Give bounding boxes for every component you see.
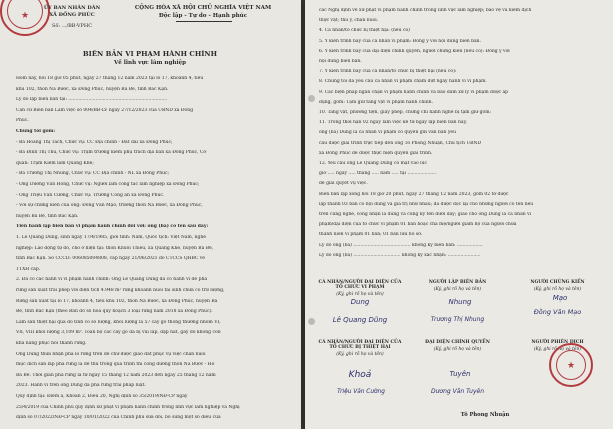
- body-line: dụng, gồm: Tạm giữ tang vật vi phạm hành chính.: [319, 99, 433, 105]
- handwritten-name: Đồng Văn Mạo: [533, 308, 582, 316]
- body-line: trên cùng nghe, công nhận là đúng và cùng ký tên dưới đây; giao cho ông Dũng là cá nhân vi: [319, 212, 532, 217]
- signature-title-witness: NGƯỜI CHỨNG KIẾN: [530, 280, 585, 285]
- signature-note: (Ký, ghi rõ họ và tên): [336, 352, 384, 357]
- body-line: xã Đồng Phúc để được thực hiện quyền giải trình.: [319, 150, 433, 156]
- document-subtitle: Về lĩnh vực lâm nghiệp: [113, 60, 187, 66]
- signature-title-injured: CÁ NHÂN/NGƯỜI ĐẠI DIỆN CỦA TỔ CHỨC BỊ THIỆT HẠI: [318, 340, 402, 350]
- body-line: Chúng tôi gồm:: [16, 129, 56, 134]
- handwritten-name: Lê Quang Dũng: [332, 316, 388, 324]
- body-line: - Bà Trương Thị Nhung, Chức vụ: CC Địa chính - NL xã Đồng Phúc;: [16, 171, 170, 177]
- body-line: các Nghị định về xử phạt vi phạm hành chính trong lĩnh vực lâm nghiệp; bảo vệ và kiểm dịch: [319, 8, 532, 13]
- body-line: phạm/đại diện của tổ chức vi phạm 01 bản hoặc cha mẹ/người giám hộ của người chưa: [319, 222, 517, 228]
- body-line: huyện Ba Bể, tỉnh Bắc Kạn.: [16, 213, 79, 219]
- signature-note: (Ký, ghi rõ họ và tên): [336, 292, 384, 297]
- signature-mark: Nhung: [448, 298, 472, 306]
- body-line: Quy định tại: Điểm a, Khoản 2, Điều 20, Nghị định số 35/2019/NĐ-CP ngày: [16, 394, 188, 399]
- signer-name: Tô Phong Nhuận: [460, 412, 510, 418]
- signature-note: (Ký, ghi rõ họ và tên): [533, 347, 582, 352]
- body-line: quan: Trạm Kiểm lâm Quảng Khê;: [16, 160, 94, 166]
- body-line: Lý do ông (bà) ................................. không ký xác nhận: .......................: [319, 252, 481, 258]
- signature-title-recorder: NGƯỜI LẬP BIÊN BẢN: [428, 280, 487, 285]
- body-line: 6. Ý kiến trình bày của đại diện chính quyền, người chứng kiến (nếu có): Đồng ý với: [319, 48, 510, 54]
- body-line: Rừng sản xuất tại lô 17, khoảnh 4, tiểu khu 102, thôn Nà Bước, xã Đồng Phúc, huyện Ba: [16, 298, 218, 304]
- body-line: - Ông Dương Văn Hồng, Chức vụ: Người làm công tác lâm nghiệp xã Đồng Phúc;: [16, 182, 200, 187]
- body-line: rừng sản xuất trái phép với diện tích 4.948 m² rừng khoanh nuôi tái sinh chưa có trữ lượng,: [16, 288, 225, 293]
- body-line: 2023. Hành vi trên ông Dũng đã phá rừng trái pháp luật.: [16, 383, 146, 389]
- national-title: CỘNG HÒA XÃ HỘI CHỦ NGHĨA VIỆT NAM: [134, 5, 272, 11]
- official-stamp: ★: [0, 0, 50, 36]
- body-line: 25/4/2019 của Chính phủ quy định xử phạt vi phạm hành chính trong lĩnh vực lâm nghiệp và Nghị: [16, 404, 240, 410]
- binding-hole: [308, 318, 315, 325]
- body-line: Phúc.: [16, 118, 29, 124]
- body-line: 4. Cá nhân/tổ chức bị thiệt hại: (nếu có): [319, 28, 410, 34]
- signature-title-authority: ĐẠI DIỆN CHÍNH QUYỀN: [425, 340, 490, 345]
- body-line: 1. Lê Quang Dũng, sinh ngày 17/4/1985, giới tính: Nam, Quốc tịch: Việt Nam, nghề: [16, 235, 207, 240]
- body-line: 12. Yêu cầu ông Lê Quang Dũng có mặt vào lúc: [319, 161, 428, 166]
- body-line: khu 102, thôn Nà Bước, xã Đồng Phúc, huyện Ba Bể, tỉnh Bắc Kạn.: [16, 86, 169, 92]
- body-line: 2. Đã có các hành vi vi phạm hành chính: Ông Lê Quang Dũng đã có hành vi để phá: [16, 277, 208, 283]
- signature-note: (Ký, ghi rõ họ và tên): [533, 287, 582, 292]
- official-stamp: ★: [549, 343, 593, 387]
- document-title: BIÊN BẢN VI PHẠM HÀNH CHÍNH: [82, 50, 218, 58]
- binding-hole: [308, 95, 315, 102]
- body-line: Hôm nay, hồi 18 giờ 05 phút, ngày 27 tháng 12 năm 2023 tại lô 17, khoảnh 4, tiểu: [16, 76, 204, 81]
- handwritten-name: Dương Văn Tuyên: [430, 388, 484, 395]
- body-line: mục đích sản lấp phá rừng là để thủ trong quá trình thi công đường thôn Nà Bước - Hồ: [16, 362, 215, 368]
- signature-mark: Dung: [350, 298, 370, 306]
- issuing-unit: XÃ ĐỒNG PHÚC: [49, 12, 95, 18]
- signature-title-interpreter: NGƯỜI PHIÊN DỊCH: [531, 340, 584, 345]
- body-line: thực vật; thú y, chăn nuôi.: [319, 18, 379, 24]
- signature-mark: Mạo: [552, 294, 568, 302]
- body-line: thành niên vi phạm 01 bản; 01 bản lưu hồ sơ.: [319, 232, 423, 238]
- body-line: Ông Dũng thừa nhận phá lô rừng trên để chứ được giao đất phục vụ việc chăn nuôi: [16, 351, 206, 357]
- body-line: ông (bà) Dũng là cá nhân vi phạm có quyền gửi văn bản yêu: [319, 130, 456, 136]
- body-line: 5. Ý kiến trình bày của cá nhân vi phạm: Đồng ý với nội dung biên bản.: [319, 38, 481, 44]
- body-line: 8. Chúng tôi đã yêu cầu cá nhân vi phạm chấm dứt ngay hành vi vi phạm.: [319, 79, 487, 85]
- handwritten-name: Trương Thị Nhung: [430, 316, 485, 323]
- body-line: nghiệp: Lao động tự do, chỗ ở hiện tại: thôn Khuổi Thiêu, xã Quảng Khê, huyện Ba Bể,: [16, 245, 214, 251]
- signature-mark: Khoả: [348, 370, 372, 380]
- signature-title-violator: CÁ NHÂN/NGƯỜI ĐẠI DIỆN CỦA TỔ CHỨC VI PHẠM: [318, 280, 402, 290]
- body-line: 10. Tang vật, phương tiện, giấy phép, chứng chỉ hành nghề bị tạm giữ gồm:: [319, 110, 492, 115]
- body-line: 7. Ý kiến trình bày của cá nhân/tổ chức bị thiệt hại (nếu có):: [319, 69, 457, 75]
- signature-note: (Ký, ghi rõ họ và tên): [433, 347, 482, 352]
- body-line: Lý do ông (bà) ........................................ không ký biên bản: ..................: [319, 242, 483, 248]
- document-number: Số: .../BB-VPHC: [51, 23, 93, 29]
- body-line: khả năng phục hồi thành rừng.: [16, 341, 87, 346]
- body-line: 9. Các biện pháp ngăn chặn vi phạm hành chính và bảo đảm xử lý vi phạm được áp: [319, 89, 509, 95]
- body-line: tỉnh Bắc Kạn. Số CCCD: 006085004808, cấp ngày 21/06/2021 do CTCCS QHBC về: [16, 256, 206, 262]
- body-line: để giải quyết vụ việc.: [319, 181, 368, 187]
- body-line: Căn cứ Biên bản Làm việc số 004/BB-LV ngày 27/12/2023 của UBND xã Đồng: [16, 107, 194, 113]
- body-line: Bể, tỉnh Bắc Kạn (theo Bản đồ số hoá quy hoạch 3 loại rừng năm 2018 xã Đồng Phúc).: [16, 309, 213, 315]
- body-line: lập thành 03 bản có nội dung và giá trị như nhau; đã được đọc lại cho những người có tên nêu: [319, 201, 534, 207]
- body-line: Biên bản lập xong hồi 18 giờ 20 phút, ngày 27 tháng 12 năm 2023, gồm 02 tờ được: [319, 191, 509, 197]
- body-line: 11. Trong thời hạn 02 ngày làm việc kể từ ngày lập biên bản này,: [319, 120, 467, 126]
- body-line: Ba Bể. Thời gian phá rừng là từ ngày 15 tháng 12 năm 2023 đến ngày 25 tháng 12 năm: [16, 372, 216, 378]
- document-page-2: [305, 0, 613, 429]
- body-line: cầu được giải trình trực tiếp đến ông Tô Phong Nhuận, Chủ tịch UBND: [319, 140, 481, 146]
- national-motto: Độc lập - Tự do - Hạnh phúc: [158, 13, 248, 19]
- body-line: - Bà Đinh Thị Thu, Chức vụ: Trạm trưởng kiểm phụ trách địa bàn xã Đồng Phúc, Cơ: [16, 150, 207, 156]
- body-line: Lý do lập biên bản tại: .....................................................................: [16, 97, 168, 103]
- motto-underline: [176, 21, 232, 22]
- body-line: giờ ..... ngày ..... tháng ..... năm ..... tại ....................: [319, 171, 437, 177]
- body-line: định số 07/2022/NĐ-CP ngày 10/01/2022 của Chính phủ sửa đổi, bổ sung một số điều của: [16, 415, 221, 421]
- handwritten-name: Triệu Văn Cường: [337, 389, 385, 395]
- issuing-authority: ỦY BAN NHÂN DÂN: [43, 5, 101, 11]
- body-line: Lâm sản thiệt hại qua đo tính có số lượng, khối lượng là 57 cây gỗ thông thường nhóm VI,: [16, 319, 221, 325]
- body-line: TTXH cấp.: [16, 266, 41, 272]
- signature-note: (Ký, ghi rõ họ và tên): [433, 287, 482, 292]
- body-line: VII, VIII khối lượng 3,109 m³. Toàn bộ các cây gỗ đã bị vùi lấp, dập nát, gãy đổ không còn: [16, 330, 221, 336]
- body-line: nội dung biên bản.: [319, 59, 362, 64]
- signature-mark: Tuyên: [449, 370, 471, 378]
- document-page-1: [0, 0, 301, 429]
- body-line: - Với sự chứng kiến của ông: Đồng Văn Mạo, trưởng thôn Nà Bước, xã Đồng Phúc,: [16, 203, 203, 209]
- body-line: - Ông Triệu Văn Cường, Chức vụ: Trưởng Công an xã Đồng Phúc.: [16, 192, 165, 198]
- body-line: - Bà Hoàng Thị Tách, Chức vụ: CC Địa chính - Đất đai xã Đồng Phúc;: [16, 139, 173, 145]
- body-line: Tiến hành lập biên bản vi phạm hành chính đối với: ông (bà) có tên sau đây:: [16, 224, 209, 230]
